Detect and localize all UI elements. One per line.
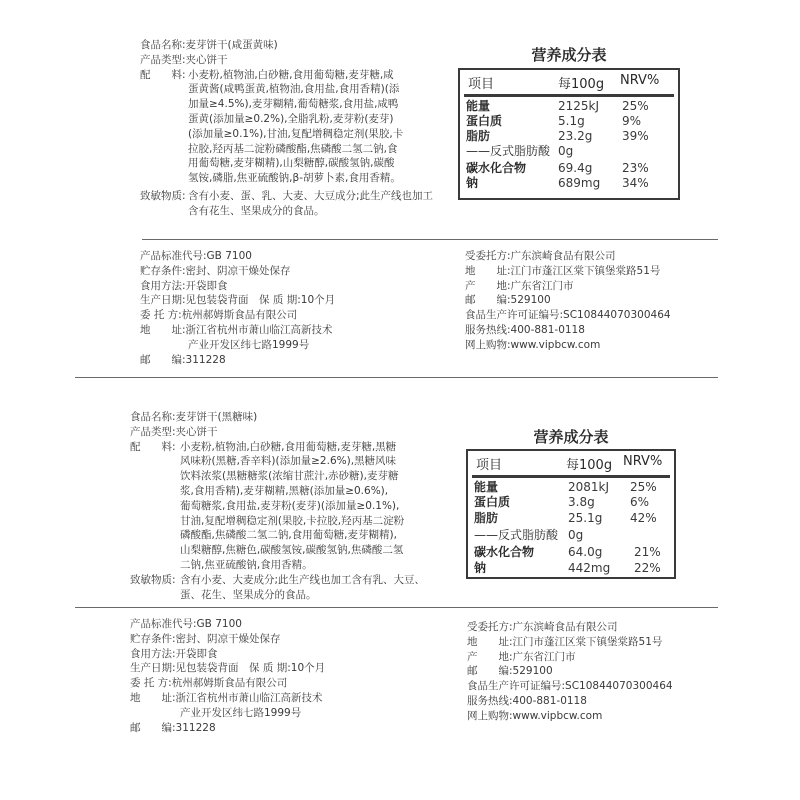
allergen-label: 致敏物质: bbox=[130, 573, 176, 586]
section-divider bbox=[75, 607, 718, 608]
ingredients-label: 配 料: bbox=[130, 440, 176, 453]
info-value: 产业开发区纬七路1999号 bbox=[180, 706, 302, 719]
nutrition-header bbox=[460, 70, 678, 94]
info-row bbox=[130, 632, 450, 647]
info-value: GB 7100 bbox=[196, 618, 242, 630]
nutrition-divider bbox=[464, 94, 674, 97]
ingredients-line: 加量≥4.5%),麦芽糊精,葡萄糖浆,食用盐,咸鸭 bbox=[188, 98, 399, 111]
info-label: 产品标准代号: bbox=[130, 618, 197, 630]
nutrient-name: 钠 bbox=[474, 561, 487, 575]
manufacturer-info-top bbox=[140, 249, 440, 367]
nutrition-row bbox=[460, 144, 678, 158]
info-value: 浙江省杭州市萧山临江高新技术 bbox=[185, 323, 333, 336]
product-name-row bbox=[140, 38, 440, 53]
contractor-line: 服务热线:400-881-0118 bbox=[465, 323, 585, 336]
info-row bbox=[140, 279, 440, 294]
nutrient-value: 0g bbox=[568, 528, 584, 542]
nutrient-name: 蛋白质 bbox=[466, 114, 503, 128]
contractor-line: 受委托方:广东滨崎食品有限公司 bbox=[465, 250, 616, 262]
nutrient-value: 3.8g bbox=[568, 495, 595, 509]
info-label: 委 托 方: bbox=[130, 677, 172, 690]
info-row bbox=[130, 706, 450, 721]
info-label: 食用方法: bbox=[130, 647, 176, 660]
info-value: 杭州郝姆斯食品有限公司 bbox=[181, 309, 298, 322]
nutrition-header-per100g: 每100g bbox=[558, 77, 605, 92]
info-label: 邮 编: bbox=[140, 353, 186, 366]
info-label: 地 址: bbox=[140, 323, 186, 336]
nutrition-divider bbox=[472, 475, 670, 478]
ingredients-label: 配 料: bbox=[140, 68, 186, 81]
nutrient-name: 碳水化合物 bbox=[466, 161, 527, 175]
nutrient-nrv: 39% bbox=[622, 129, 649, 143]
nutrition-title: 营养成分表 bbox=[533, 428, 609, 446]
nutrient-nrv: 22% bbox=[634, 561, 661, 575]
info-row bbox=[140, 249, 440, 264]
allergen-text bbox=[180, 573, 425, 603]
info-value: 浙江省杭州市萧山临江高新技术 bbox=[175, 691, 323, 704]
contractor-line: 邮 编:529100 bbox=[467, 665, 553, 678]
info-value: 开袋即食 bbox=[175, 647, 218, 660]
info-row bbox=[140, 308, 440, 323]
nutrient-name: ——反式脂肪酸 bbox=[466, 144, 551, 158]
nutrient-name: 能量 bbox=[474, 480, 499, 494]
nutrition-row bbox=[460, 114, 678, 128]
nutrient-nrv: 42% bbox=[630, 511, 657, 525]
nutrient-name: 脂肪 bbox=[474, 511, 499, 525]
nutrition-row bbox=[460, 129, 678, 143]
manufacturer-info-bottom bbox=[130, 617, 450, 735]
ingredients-line: 葡萄糖浆,食用盐,麦芽粉(麦芽)(添加量≥0.1%), bbox=[180, 499, 400, 512]
nutrient-nrv: 21% bbox=[634, 545, 661, 559]
info-label: 生产日期: bbox=[140, 294, 186, 307]
info-value: GB 7100 bbox=[206, 250, 252, 262]
product-info-top bbox=[140, 38, 440, 219]
contractor-line: 食品生产许可证编号:SC10844070300464 bbox=[465, 309, 671, 322]
info-label: 产品标准代号: bbox=[140, 250, 207, 262]
product-type-label: 产品类型: bbox=[140, 53, 186, 66]
ingredients-line: 山梨糖醇,焦糖色,碳酸氢铵,碳酸氢钠,焦磷酸二氢 bbox=[180, 544, 404, 557]
nutrient-name: 钠 bbox=[466, 176, 479, 190]
info-label: 贮存条件: bbox=[130, 632, 176, 645]
contractor-line: 地 址:江门市蓬江区棠下镇堡棠路51号 bbox=[465, 264, 661, 277]
product-type: 夹心饼干 bbox=[175, 425, 218, 438]
info-value: 密封、阴凉干燥处保存 bbox=[185, 264, 291, 277]
contractor-line: 地 址:江门市蓬江区棠下镇堡棠路51号 bbox=[467, 635, 663, 648]
nutrient-value: 2125kJ bbox=[558, 99, 600, 113]
info-row bbox=[130, 721, 450, 736]
contractor-line: 邮 编:529100 bbox=[465, 294, 551, 307]
nutrient-name: 碳水化合物 bbox=[474, 545, 535, 559]
nutrient-value: 0g bbox=[558, 144, 574, 158]
nutrition-row bbox=[468, 545, 674, 559]
info-row bbox=[130, 676, 450, 691]
contractor-line: 产 地:广东省江门市 bbox=[465, 279, 574, 292]
ingredients-line: 甘油,复配增稠稳定剂(果胶,卡拉胶,羟丙基二淀粉 bbox=[180, 514, 405, 527]
product-name-row bbox=[130, 410, 440, 425]
product-info-bottom bbox=[130, 410, 440, 602]
info-label: 委 托 方: bbox=[140, 309, 182, 322]
contractor-line: 产 地:广东省江门市 bbox=[467, 650, 576, 663]
info-row bbox=[140, 264, 440, 279]
ingredients-text bbox=[180, 440, 404, 573]
nutrition-header-nrv: NRV% bbox=[620, 73, 660, 88]
contractor-info-top bbox=[465, 249, 765, 353]
section-divider bbox=[142, 239, 718, 240]
nutrition-row bbox=[468, 495, 674, 509]
allergen-line: 含有小麦、大麦成分;此生产线也加工含有乳、大豆、 bbox=[180, 573, 426, 586]
nutrition-header-item: 项目 bbox=[468, 77, 495, 92]
info-label: 食用方法: bbox=[140, 279, 186, 292]
product-name: 麦芽饼干(黑糖味) bbox=[175, 411, 258, 423]
ingredients-line: 二钠,焦亚硫酸钠,食用香精。 bbox=[180, 558, 313, 571]
nutrient-name: 蛋白质 bbox=[474, 495, 511, 509]
product-type-label: 产品类型: bbox=[130, 425, 176, 438]
nutrient-value: 2081kJ bbox=[568, 480, 610, 494]
nutrition-row bbox=[468, 511, 674, 525]
info-label: 生产日期: bbox=[130, 662, 176, 675]
contractor-line: 服务热线:400-881-0118 bbox=[467, 694, 587, 707]
info-row bbox=[130, 647, 450, 662]
nutrient-value: 69.4g bbox=[558, 161, 593, 175]
allergen-row bbox=[130, 573, 440, 603]
ingredients-row bbox=[140, 68, 440, 186]
ingredients-line: 氢铵,磷脂,焦亚硫酸钠,β-胡萝卜素,食用香精。 bbox=[188, 172, 401, 185]
nutrient-value: 23.2g bbox=[558, 129, 593, 143]
info-value: 见包装袋背面 保 质 期:10个月 bbox=[185, 294, 336, 307]
label-divider bbox=[75, 377, 718, 378]
nutrition-row bbox=[468, 528, 674, 542]
nutrition-row bbox=[460, 161, 678, 175]
info-value: 311228 bbox=[185, 353, 226, 366]
nutrient-nrv: 25% bbox=[630, 480, 657, 494]
info-row bbox=[140, 293, 440, 308]
nutrient-value: 442mg bbox=[568, 561, 611, 575]
nutrient-name: 脂肪 bbox=[466, 129, 491, 143]
product-type-row bbox=[140, 53, 440, 68]
contractor-info-bottom bbox=[467, 620, 767, 724]
nutrition-row bbox=[460, 99, 678, 113]
nutrient-value: 689mg bbox=[558, 176, 601, 190]
ingredients-line: 蛋黄(添加量≥0.2%),全脂乳粉,麦芽粉(麦芽) bbox=[188, 112, 394, 125]
info-row bbox=[140, 323, 440, 338]
nutrient-nrv: 34% bbox=[622, 176, 649, 190]
nutrient-value: 64.0g bbox=[568, 545, 603, 559]
nutrient-nrv: 9% bbox=[622, 114, 642, 128]
contractor-line: 食品生产许可证编号:SC10844070300464 bbox=[467, 680, 673, 693]
ingredients-line: 磷酸酯,焦磷酸二氢二钠,食用葡萄糖,麦芽糊精), bbox=[180, 529, 397, 542]
ingredients-line: 拉胶,羟丙基二淀粉磷酸酯,焦磷酸二氢二钠,食 bbox=[188, 142, 398, 155]
ingredients-row bbox=[130, 440, 440, 573]
nutrition-title: 营养成分表 bbox=[531, 46, 607, 64]
contractor-line: 受委托方:广东滨崎食品有限公司 bbox=[467, 621, 618, 633]
nutrition-table-bottom bbox=[466, 449, 676, 579]
info-label: 贮存条件: bbox=[140, 264, 186, 277]
allergen-row bbox=[140, 189, 440, 219]
info-value: 311228 bbox=[175, 721, 216, 734]
allergen-line: 蛋、花生、坚果成分的食品。 bbox=[180, 588, 317, 601]
info-value: 开袋即食 bbox=[185, 279, 228, 292]
nutrition-row bbox=[468, 561, 674, 575]
nutrition-row bbox=[460, 176, 678, 190]
info-label: 邮 编: bbox=[130, 721, 176, 734]
ingredients-line: 蛋黄酱(咸鸭蛋黄,植物油,食用盐,食用香精)(添 bbox=[188, 83, 400, 96]
nutrient-nrv: 25% bbox=[622, 99, 649, 113]
ingredients-line: (添加量≥0.1%),甘油,复配增稠稳定剂(果胶,卡 bbox=[188, 127, 404, 140]
info-value: 密封、阴凉干燥处保存 bbox=[175, 632, 281, 645]
nutrient-nrv: 23% bbox=[622, 161, 649, 175]
info-row bbox=[130, 691, 450, 706]
nutrition-table-top bbox=[458, 68, 680, 200]
info-value: 产业开发区纬七路1999号 bbox=[188, 338, 310, 351]
info-row bbox=[140, 353, 440, 368]
nutrition-header-per100g: 每100g bbox=[566, 458, 613, 473]
nutrient-name: ——反式脂肪酸 bbox=[474, 528, 559, 542]
ingredients-line: 风味粉(黑糖,香辛料)(添加量≥2.6%),黑糖风味 bbox=[180, 455, 397, 468]
nutrition-row bbox=[468, 480, 674, 494]
product-name-label: 食品名称: bbox=[130, 411, 176, 423]
ingredients-line: 用葡萄糖,麦芽糊精),山梨糖醇,碳酸氢钠,碳酸 bbox=[188, 157, 395, 170]
allergen-text bbox=[188, 189, 433, 219]
nutrient-nrv: 6% bbox=[630, 495, 650, 509]
nutrition-header-nrv: NRV% bbox=[623, 454, 663, 469]
product-name-label: 食品名称: bbox=[140, 39, 186, 51]
info-row bbox=[140, 338, 440, 353]
product-name: 麦芽饼干(咸蛋黄味) bbox=[185, 39, 278, 51]
ingredients-line: 小麦粉,植物油,白砂糖,食用葡萄糖,麦芽糖,咸 bbox=[188, 68, 394, 81]
nutrient-name: 能量 bbox=[466, 99, 491, 113]
allergen-line: 含有花生、坚果成分的食品。 bbox=[188, 204, 325, 217]
ingredients-line: 饮料浓浆(黑糖糖浆(浓缩甘蔗汁,赤砂糖),麦芽糖 bbox=[180, 470, 399, 483]
allergen-line: 含有小麦、蛋、乳、大麦、大豆成分;此生产线也加工 bbox=[188, 189, 434, 202]
info-value: 杭州郝姆斯食品有限公司 bbox=[171, 677, 288, 690]
nutrition-header-item: 项目 bbox=[476, 458, 503, 473]
contractor-line: 网上购物:www.vipbcw.com bbox=[467, 709, 603, 722]
allergen-label: 致敏物质: bbox=[140, 189, 186, 202]
info-label: 地 址: bbox=[130, 691, 176, 704]
ingredients-text bbox=[188, 68, 403, 186]
contractor-line: 网上购物:www.vipbcw.com bbox=[465, 338, 601, 351]
product-type-row bbox=[130, 425, 440, 440]
info-value: 见包装袋背面 保 质 期:10个月 bbox=[175, 662, 326, 675]
product-type: 夹心饼干 bbox=[185, 53, 228, 66]
nutrient-value: 25.1g bbox=[568, 511, 603, 525]
info-row bbox=[130, 617, 450, 632]
ingredients-line: 小麦粉,植物油,白砂糖,食用葡萄糖,麦芽糖,黑糖 bbox=[180, 440, 397, 453]
info-row bbox=[130, 661, 450, 676]
ingredients-line: 浆,食用香精),麦芽糊精,黑糖(添加量≥0.6%), bbox=[180, 484, 389, 497]
nutrient-value: 5.1g bbox=[558, 114, 585, 128]
nutrition-header bbox=[468, 451, 674, 475]
